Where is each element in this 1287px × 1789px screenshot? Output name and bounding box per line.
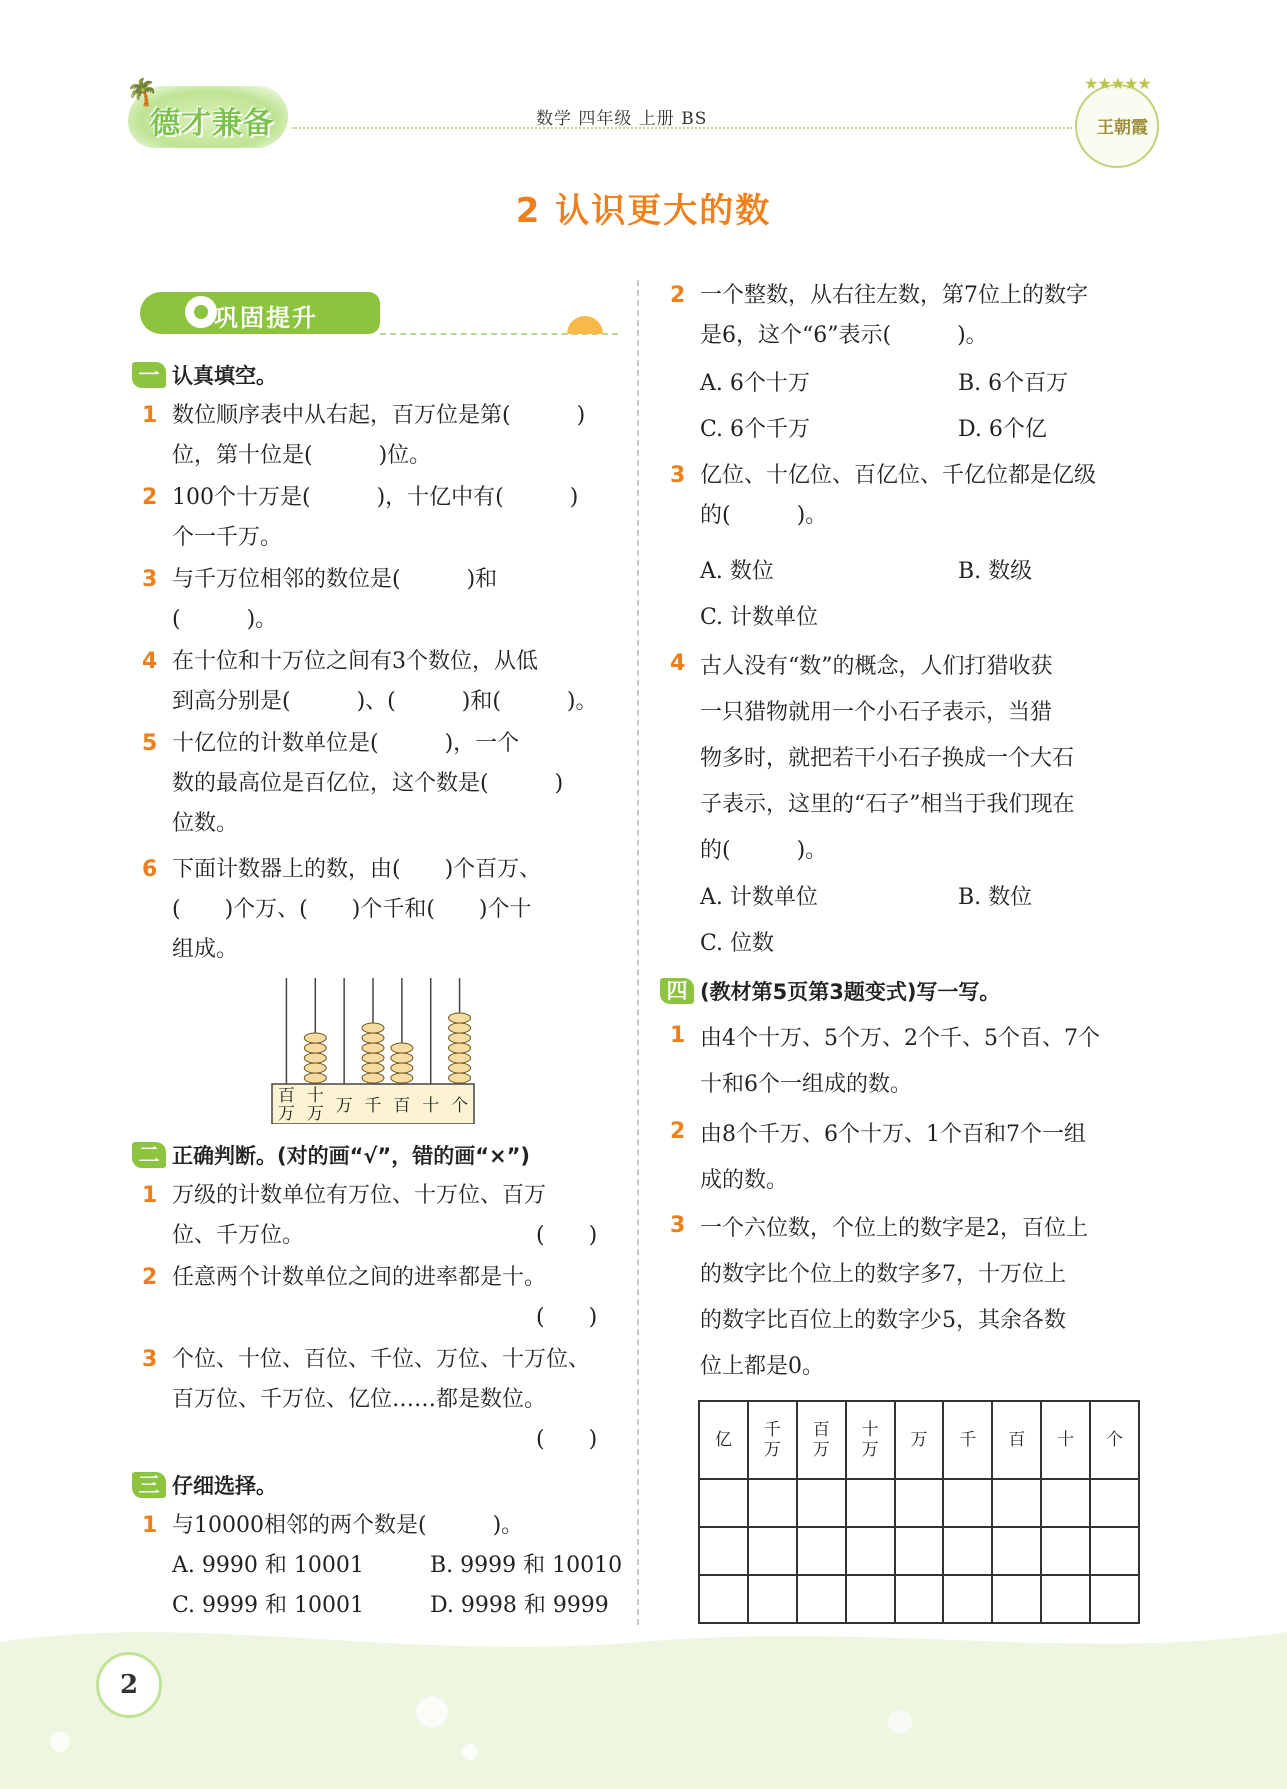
- answer-paren[interactable]: ( ): [536, 1305, 598, 1330]
- option-b[interactable]: B. 9999 和 10010: [430, 1553, 623, 1578]
- seal-name: 王朝霞: [1097, 118, 1148, 138]
- question-1-6: [142, 850, 622, 970]
- question-line: 位、千万位。: [172, 1223, 305, 1248]
- question-line: 物多时，就把若干小石子换成一个大石: [700, 746, 1075, 771]
- option-b[interactable]: B. 数位: [958, 885, 1033, 910]
- page-number: 2: [96, 1652, 162, 1718]
- question-line: 的数字比个位上的数字多7，十万位上: [700, 1262, 1066, 1287]
- grid-cell[interactable]: [699, 1527, 748, 1575]
- question-number: 4: [142, 649, 158, 674]
- question-line: ( )。: [172, 607, 278, 632]
- header-char: 十: [861, 1420, 879, 1440]
- header-char: 百: [1008, 1430, 1026, 1450]
- question-2-3: [142, 1340, 622, 1420]
- grid-cell[interactable]: [748, 1479, 797, 1527]
- question-number: 6: [142, 857, 158, 882]
- section-heading-2: [132, 1140, 530, 1170]
- section-number: 四: [660, 978, 694, 1004]
- question-number: 1: [142, 1183, 158, 1208]
- abacus-bead: [391, 1073, 413, 1083]
- table-header-cell: [895, 1401, 944, 1479]
- header-char: 千: [763, 1420, 781, 1440]
- abacus-bead: [362, 1053, 384, 1063]
- question-line: 由4个十万、5个万、2个千、5个百、7个: [700, 1026, 1100, 1051]
- question-line: 下面计数器上的数，由( )个百万、: [172, 857, 542, 882]
- abacus-bead: [304, 1063, 326, 1073]
- section-title: (教材第5页第3题变式)写一写。: [700, 980, 1001, 1004]
- abacus-bead: [362, 1073, 384, 1083]
- question-1-5: [142, 724, 622, 844]
- question-1-1: [142, 396, 622, 476]
- table-row: [699, 1479, 1139, 1527]
- footer-wave: [0, 1612, 1287, 1789]
- grid-cell[interactable]: [846, 1479, 895, 1527]
- abacus-label: 百: [393, 1096, 411, 1116]
- abacus-bead: [362, 1023, 384, 1033]
- question-2-2: [142, 1258, 622, 1298]
- abacus-bead: [449, 1053, 471, 1063]
- option-b[interactable]: B. 6个百万: [958, 371, 1069, 396]
- section-title: 仔细选择。: [172, 1474, 277, 1498]
- grid-cell[interactable]: [1041, 1527, 1090, 1575]
- question-line: 数的最高位是百亿位，这个数是( ): [172, 771, 564, 796]
- sunset-icon: [567, 316, 603, 334]
- question-line: 古人没有“数”的概念，人们打猎收获: [700, 654, 1053, 679]
- question-number: 1: [670, 1023, 686, 1048]
- abacus-bead: [391, 1043, 413, 1053]
- option-a[interactable]: A. 6个十万: [700, 371, 810, 396]
- header-char: 万: [910, 1430, 928, 1450]
- grid-cell[interactable]: [1041, 1479, 1090, 1527]
- abacus-bead: [304, 1043, 326, 1053]
- question-line: 十和6个一组成的数。: [700, 1072, 912, 1097]
- section-number: 二: [132, 1142, 166, 1168]
- question-line: 个位、十位、百位、千位、万位、十万位、: [172, 1347, 591, 1372]
- question-number: 5: [142, 731, 158, 756]
- abacus-bead: [449, 1073, 471, 1083]
- question-number: 3: [670, 1213, 686, 1238]
- question-line: 到高分别是( )、( )和( )。: [172, 689, 598, 714]
- table-row: [699, 1527, 1139, 1575]
- grid-cell[interactable]: [895, 1527, 944, 1575]
- question-line: 子表示，这里的“石子”相当于我们现在: [700, 792, 1075, 817]
- abacus-bead: [449, 1063, 471, 1073]
- question-number: 2: [670, 1119, 686, 1144]
- answer-paren[interactable]: ( ): [536, 1223, 598, 1248]
- banner-title: 巩固提升: [214, 304, 318, 332]
- abacus-label: 十: [422, 1096, 440, 1116]
- palm-tree-icon: 🌴: [126, 78, 159, 108]
- question-line: 与10000相邻的两个数是( )。: [172, 1513, 524, 1538]
- option-c[interactable]: C. 6个千万: [700, 417, 811, 442]
- abacus-bead: [304, 1073, 326, 1083]
- grid-cell[interactable]: [748, 1527, 797, 1575]
- question-line: 数位顺序表中从右起，百万位是第( ): [172, 403, 586, 428]
- header-char: 万: [861, 1440, 879, 1460]
- table-header-cell: [748, 1401, 797, 1479]
- question-number: 2: [142, 1265, 158, 1290]
- question-number: 1: [142, 403, 158, 428]
- section-title: 正确判断。(对的画“√”，错的画“×”): [172, 1144, 531, 1168]
- header-char: 百: [812, 1420, 830, 1440]
- option-d[interactable]: D. 9998 和 9999: [430, 1593, 609, 1618]
- abacus-label: 百: [277, 1086, 295, 1106]
- option-a[interactable]: A. 数位: [700, 559, 774, 584]
- abacus-label: 十: [306, 1086, 324, 1106]
- option-a[interactable]: A. 计数单位: [700, 885, 818, 910]
- question-4-3: [670, 1206, 1150, 1390]
- grid-cell[interactable]: [992, 1527, 1041, 1575]
- abacus-bead: [449, 1043, 471, 1053]
- question-line: 一只猎物就用一个小石子表示，当猎: [700, 700, 1053, 725]
- stars-icon: ★★★★★: [1084, 74, 1151, 93]
- question-line: 个一千万。: [172, 525, 283, 550]
- question-line: 是6，这个“6”表示( )。: [700, 323, 988, 348]
- question-number: 1: [142, 1513, 158, 1538]
- abacus-bead: [391, 1063, 413, 1073]
- question-4-2: [670, 1112, 1150, 1204]
- abacus-bead: [449, 1023, 471, 1033]
- question-3-3: [670, 456, 1150, 536]
- question-line: 一个六位数，个位上的数字是2，百位上: [700, 1216, 1088, 1241]
- header-char: 十: [1057, 1430, 1075, 1450]
- abacus-counter: [268, 976, 478, 1124]
- grid-cell[interactable]: [943, 1479, 992, 1527]
- question-line: 由8个千万、6个十万、1个百和7个一组: [700, 1122, 1086, 1147]
- grid-cell[interactable]: [797, 1527, 846, 1575]
- question-number: 2: [142, 485, 158, 510]
- question-line: 位上都是0。: [700, 1354, 824, 1379]
- abacus-label: 千: [364, 1096, 382, 1116]
- abacus-bead: [449, 1033, 471, 1043]
- question-3-4: [670, 644, 1150, 874]
- question-4-1: [670, 1016, 1150, 1108]
- option-d[interactable]: D. 6个亿: [958, 417, 1047, 442]
- grid-cell[interactable]: [797, 1479, 846, 1527]
- question-line: 万级的计数单位有万位、十万位、百万: [172, 1183, 547, 1208]
- section-title: 认真填空。: [172, 364, 277, 388]
- table-header-cell: [943, 1401, 992, 1479]
- question-line: 在十位和十万位之间有3个数位，从低: [172, 649, 538, 674]
- abacus-bead: [391, 1053, 413, 1063]
- grid-cell[interactable]: [1090, 1479, 1139, 1527]
- table-header-cell: [1090, 1401, 1139, 1479]
- question-1-2: [142, 478, 622, 558]
- answer-paren[interactable]: ( ): [536, 1427, 598, 1452]
- grid-cell[interactable]: [1090, 1527, 1139, 1575]
- grid-cell[interactable]: [943, 1527, 992, 1575]
- question-3-1: [142, 1506, 622, 1546]
- question-line: 的( )。: [700, 503, 828, 528]
- table-header-row: [699, 1401, 1139, 1479]
- subject-label: 数学 四年级 上册 BS: [536, 109, 708, 129]
- header-char: 千: [959, 1430, 977, 1450]
- question-line: 位数。: [172, 811, 239, 836]
- section-heading-4: [660, 976, 1000, 1006]
- abacus-label: 个: [451, 1096, 469, 1116]
- abacus-bead: [304, 1033, 326, 1043]
- option-c[interactable]: C. 9999 和 10001: [172, 1593, 364, 1618]
- abacus-label: 万: [277, 1104, 295, 1124]
- abacus-bead: [362, 1043, 384, 1053]
- header-char: 万: [812, 1440, 830, 1460]
- abacus-bead: [449, 1013, 471, 1023]
- question-line: 与千万位相邻的数位是( )和: [172, 567, 498, 592]
- section-heading-1: [132, 360, 277, 390]
- grid-cell[interactable]: [699, 1479, 748, 1527]
- abacus-bead: [304, 1053, 326, 1063]
- header-char: 亿: [714, 1430, 732, 1450]
- section-number: 三: [132, 1472, 166, 1498]
- abacus-label: 万: [335, 1096, 353, 1116]
- option-b[interactable]: B. 数级: [958, 559, 1033, 584]
- grid-cell[interactable]: [846, 1527, 895, 1575]
- question-number: 4: [670, 651, 686, 676]
- question-number: 2: [670, 283, 686, 308]
- question-line: 一个整数，从右往左数，第7位上的数字: [700, 283, 1088, 308]
- section-heading-3: [132, 1470, 277, 1500]
- question-line: 的( )。: [700, 838, 828, 863]
- table-header-cell: [992, 1401, 1041, 1479]
- grid-cell[interactable]: [992, 1479, 1041, 1527]
- question-1-4: [142, 642, 622, 722]
- question-line: 十亿位的计数单位是( )，一个: [172, 731, 520, 756]
- abacus-bead: [362, 1033, 384, 1043]
- place-value-table: [698, 1400, 1140, 1624]
- question-line: 亿位、十亿位、百亿位、千亿位都是亿级: [700, 463, 1097, 488]
- question-3-2: [670, 276, 1150, 356]
- question-line: 百万位、千万位、亿位……都是数位。: [172, 1387, 547, 1412]
- abacus-label: 万: [306, 1104, 324, 1124]
- abacus-bead: [362, 1063, 384, 1073]
- table-header-cell: [1041, 1401, 1090, 1479]
- table-header-cell: [797, 1401, 846, 1479]
- table-header-cell: [846, 1401, 895, 1479]
- question-line: 成的数。: [700, 1168, 789, 1193]
- question-number: 3: [142, 1347, 158, 1372]
- option-c[interactable]: C. 位数: [700, 931, 775, 956]
- option-c[interactable]: C. 计数单位: [700, 605, 819, 630]
- brand-logo: 德才兼备: [150, 106, 274, 141]
- question-line: 任意两个计数单位之间的进率都是十。: [172, 1265, 547, 1290]
- section-number: 一: [132, 362, 166, 388]
- question-number: 3: [142, 567, 158, 592]
- question-number: 3: [670, 463, 686, 488]
- grid-cell[interactable]: [895, 1479, 944, 1527]
- question-line: 组成。: [172, 937, 239, 962]
- page-title: 2 认识更大的数: [515, 191, 772, 231]
- question-line: 100个十万是( )，十亿中有( ): [172, 485, 579, 510]
- column-divider: [637, 280, 639, 1625]
- table-header-cell: [699, 1401, 748, 1479]
- option-a[interactable]: A. 9990 和 10001: [172, 1553, 364, 1578]
- question-line: ( )个万、( )个千和( )个十: [172, 897, 532, 922]
- question-line: 的数字比百位上的数字少5，其余各数: [700, 1308, 1066, 1333]
- question-1-3: [142, 560, 622, 640]
- header-char: 万: [763, 1440, 781, 1460]
- header-char: 个: [1106, 1430, 1123, 1450]
- question-line: 位，第十位是( )位。: [172, 443, 432, 468]
